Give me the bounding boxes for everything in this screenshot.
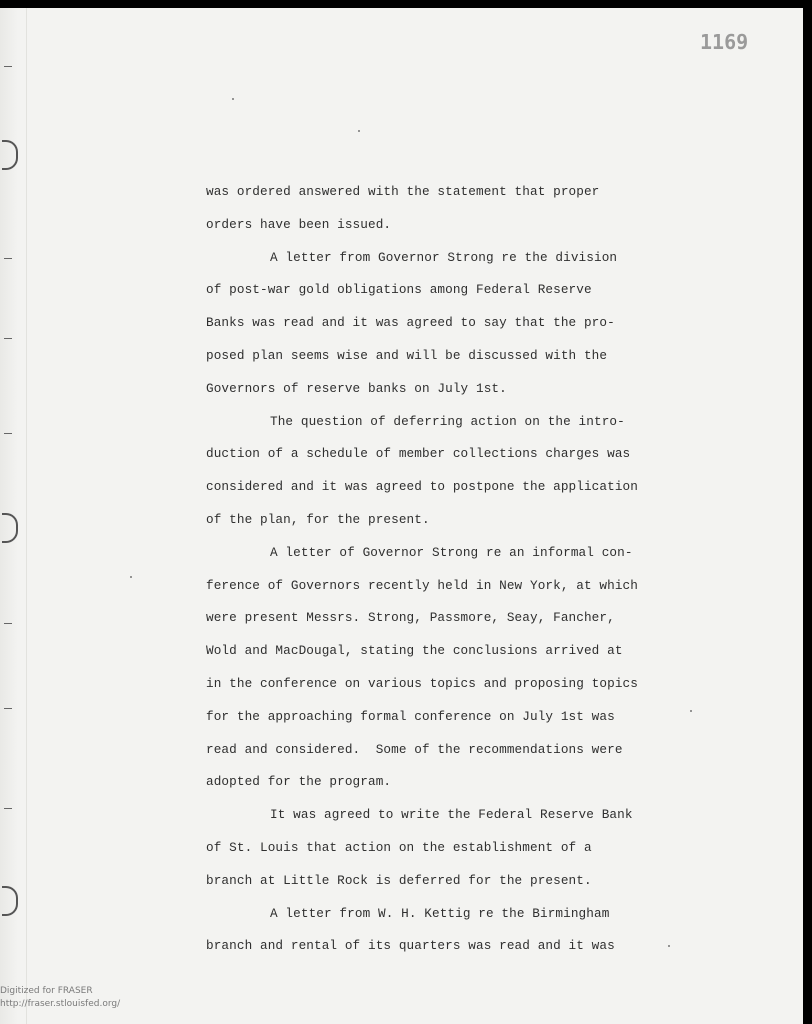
text-line: for the approaching formal conference on July 1st was [206,708,615,724]
text-line: Governors of reserve banks on July 1st. [206,380,507,396]
typed-body-text [206,176,676,963]
scan-speck [358,130,360,132]
binding-mark [4,808,12,809]
text-line: were present Messrs. Strong, Passmore, Seay, Fancher, [206,610,615,626]
text-line: posed plan seems wise and will be discussed with the [206,347,608,363]
text-line: Wold and MacDougal, stating the conclusions arrived at [206,643,623,659]
text-line: It was agreed to write the Federal Reserve Bank [270,807,633,823]
scan-speck [130,576,132,578]
binding-mark [4,708,12,709]
fraser-url: http://fraser.stlouisfed.org/ [0,999,121,1009]
text-line: of post-war gold obligations among Federal Reserve [206,282,592,298]
text-line: A letter of Governor Strong re an informal con- [270,544,633,560]
text-line: read and considered. Some of the recommendations were [206,741,623,757]
text-line: Banks was read and it was agreed to say that the pro- [206,315,615,331]
binding-mark [4,258,12,259]
binding-edge [0,8,27,1024]
text-line: The question of deferring action on the intro- [270,413,625,429]
text-line: considered and it was agreed to postpone the application [206,479,638,495]
text-line: A letter from W. H. Kettig re the Birmingham [270,905,610,921]
binding-ring-icon [2,513,18,543]
text-line: in the conference on various topics and proposing topics [206,675,638,691]
text-line: adopted for the program. [206,774,392,790]
digitized-notice: Digitized for FRASER [0,986,93,996]
text-line: ference of Governors recently held in New York, at which [206,577,638,593]
binding-ring-icon [2,140,18,170]
text-line: branch and rental of its quarters was read and it was [206,938,615,954]
binding-mark [4,338,12,339]
text-line: of St. Louis that action on the establishment of a [206,839,592,855]
scan-speck [690,710,692,712]
binding-mark [4,66,12,67]
text-line: branch at Little Rock is deferred for the present. [206,872,592,888]
text-line: duction of a schedule of member collections charges was [206,446,631,462]
scanned-page [0,8,803,1024]
binding-ring-icon [2,886,18,916]
text-line: A letter from Governor Strong re the division [270,249,618,265]
binding-mark [4,433,12,434]
text-line: orders have been issued. [206,216,392,232]
page-number: 1169 [700,30,749,54]
text-line: of the plan, for the present. [206,511,430,527]
scan-speck [232,98,234,100]
text-line: was ordered answered with the statement that proper [206,184,600,199]
binding-mark [4,623,12,624]
